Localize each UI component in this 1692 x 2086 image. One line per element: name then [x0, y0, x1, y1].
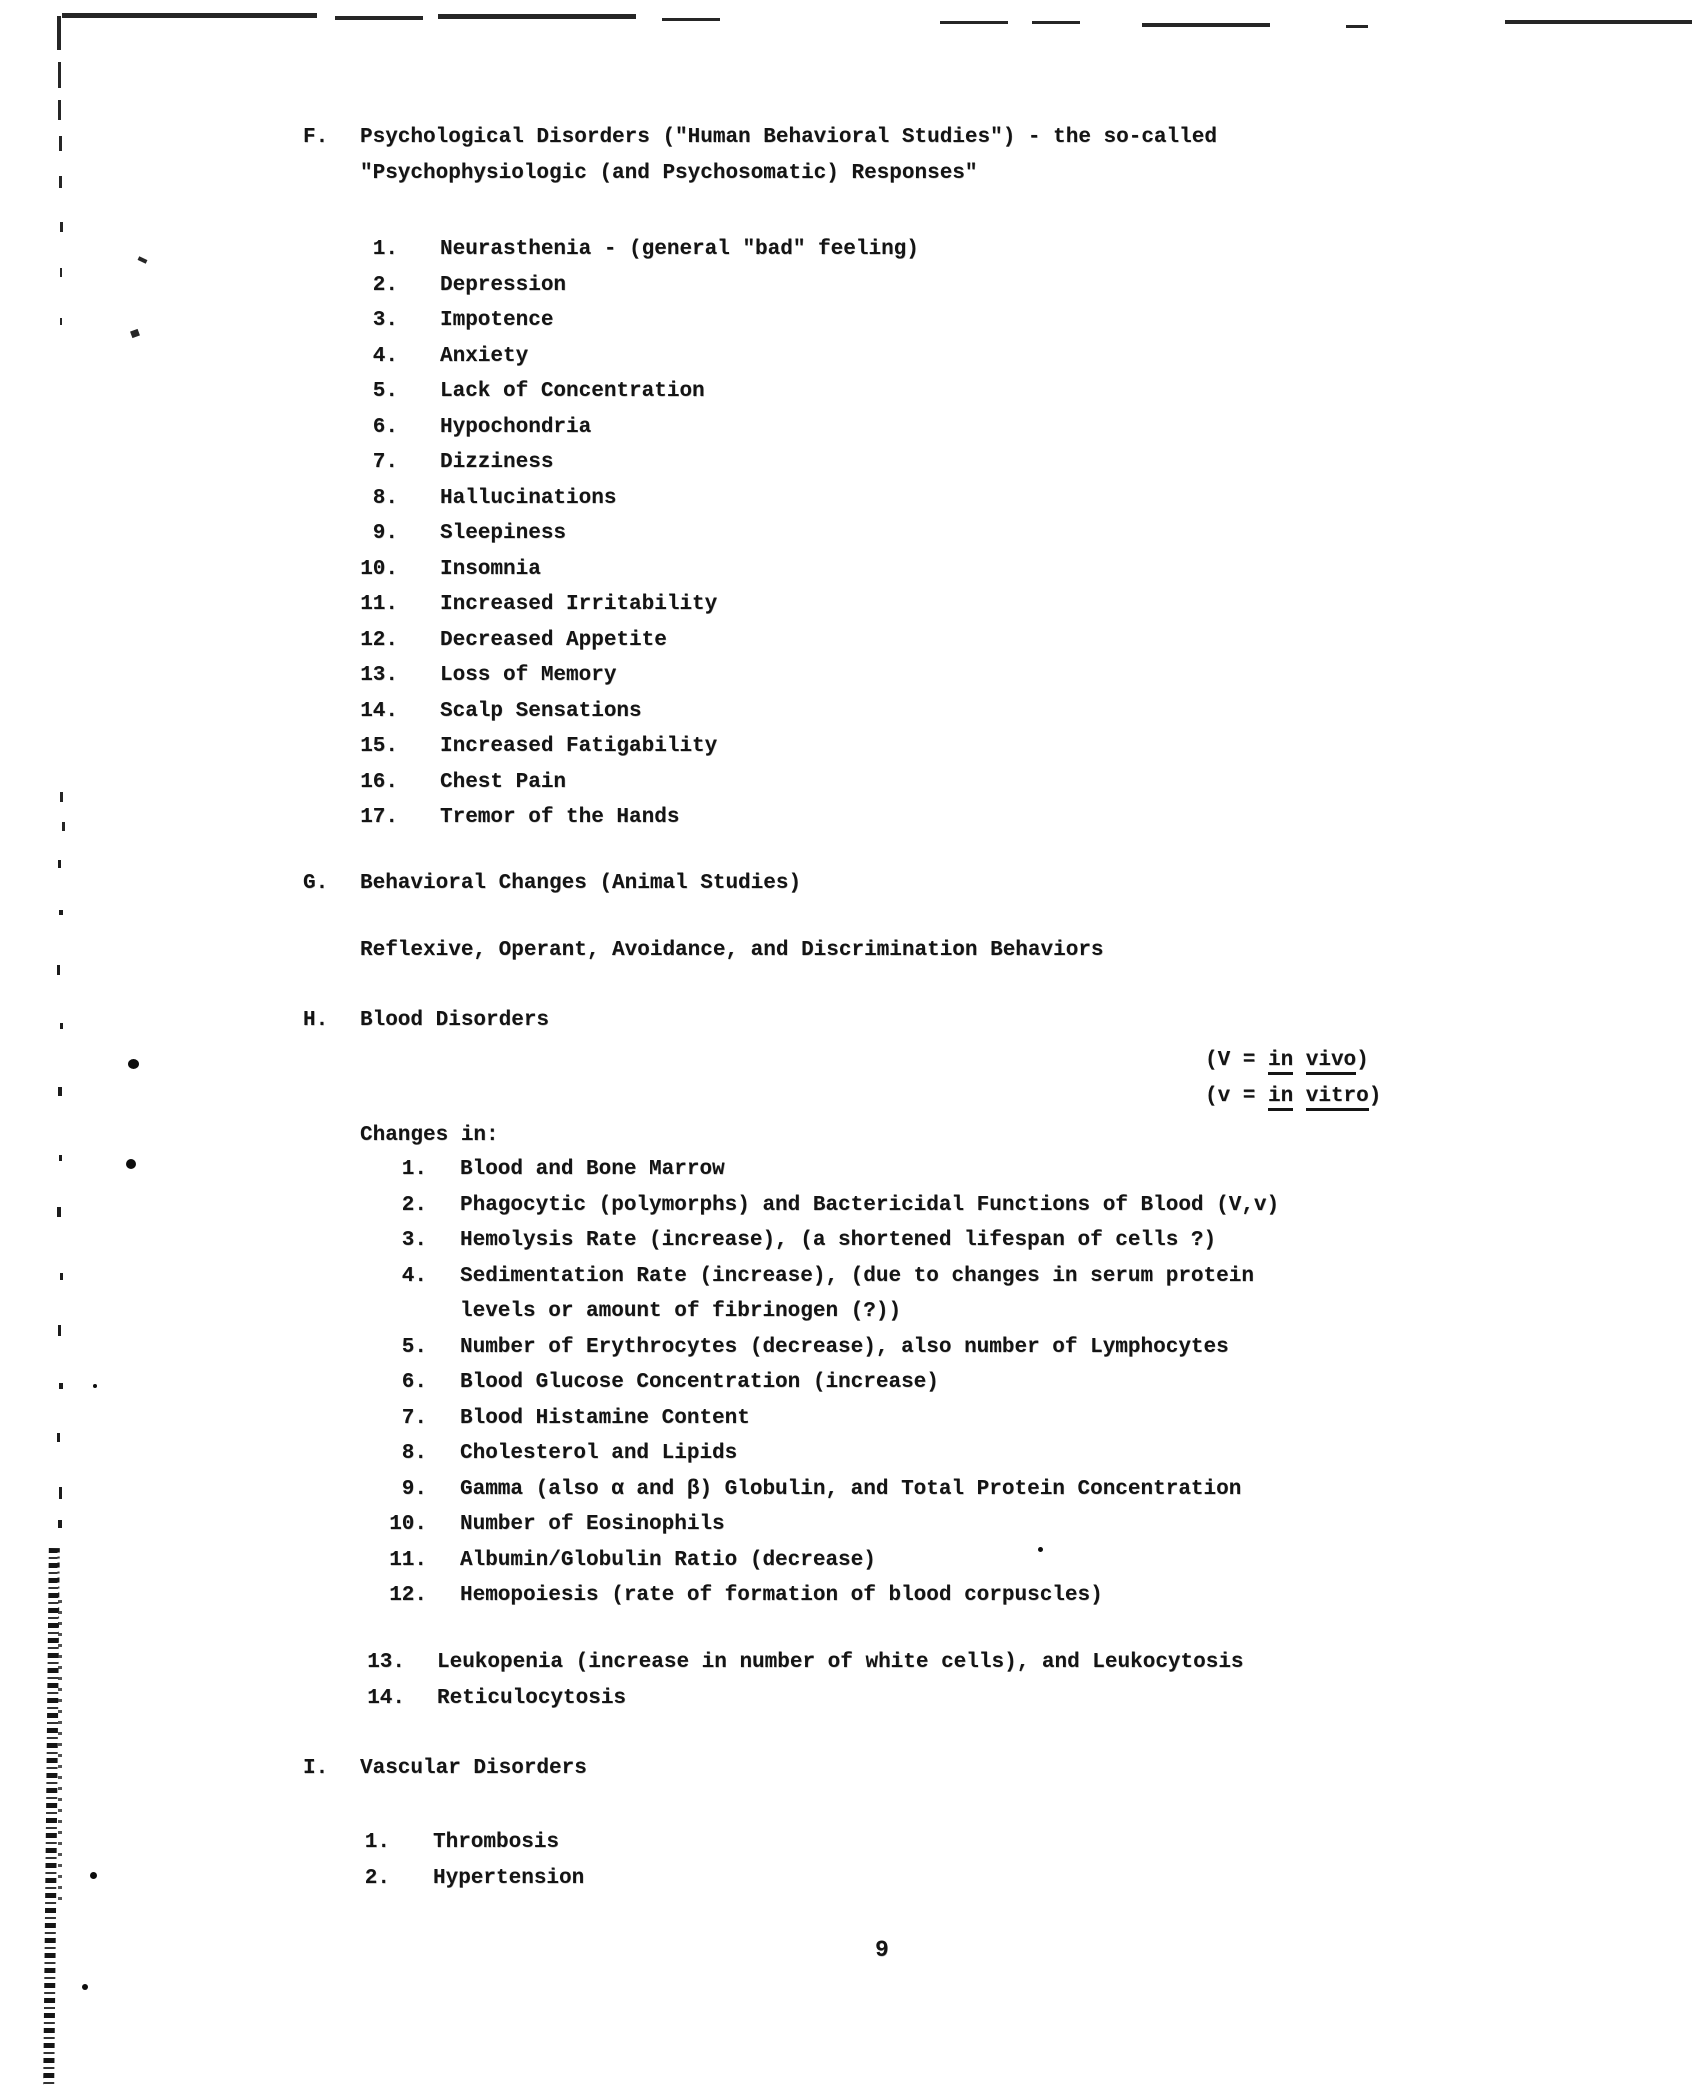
list-item	[352, 445, 919, 481]
legend-word: vitro	[1306, 1085, 1369, 1111]
legend-suffix: )	[1356, 1049, 1369, 1072]
item-text: Tremor of the Hands	[440, 806, 680, 829]
list-item	[378, 1401, 1279, 1437]
item-text: Number of Erythrocytes (decrease), also number of Lymphocytes	[460, 1335, 1229, 1359]
list-item	[378, 1543, 1279, 1579]
item-text: Decreased Appetite	[440, 628, 667, 652]
item-number: 2.	[401, 1193, 427, 1217]
list-item	[378, 1578, 1279, 1614]
list-item	[352, 623, 919, 659]
list-item	[378, 1507, 1279, 1543]
list-item	[352, 232, 919, 268]
item-number: 5.	[401, 1335, 427, 1359]
item-number: 9.	[401, 1477, 427, 1501]
item-number: 3.	[372, 309, 398, 332]
item-text: Increased Fatigability	[440, 735, 718, 758]
item-number: 7.	[372, 451, 398, 474]
list-item	[352, 1825, 584, 1861]
item-text: Hemopoiesis (rate of formation of blood corpuscles)	[460, 1584, 1103, 1607]
section-g-title: Behavioral Changes (Animal Studies)	[360, 872, 802, 895]
page-number: 9	[875, 1937, 889, 1963]
item-number: 17.	[360, 806, 398, 829]
item-number: 12.	[360, 628, 398, 652]
item-number: 12.	[389, 1584, 427, 1607]
list-item	[378, 1223, 1279, 1259]
legend-word: in	[1268, 1085, 1293, 1111]
list-item	[352, 729, 919, 765]
item-number: 14.	[367, 1686, 405, 1710]
list-item	[355, 1645, 1244, 1681]
item-text: Number of Eosinophils	[460, 1513, 725, 1536]
item-text: Insomnia	[440, 557, 541, 581]
list-item	[378, 1330, 1279, 1366]
item-text: Hypertension	[433, 1866, 585, 1890]
item-number: 14.	[360, 699, 398, 723]
item-number: 9.	[372, 522, 398, 545]
list-item	[352, 481, 919, 517]
item-text: Leukopenia (increase in number of white cells), and Leukocytosis	[437, 1651, 1244, 1674]
list-item	[352, 800, 919, 836]
list-item	[355, 1681, 1244, 1717]
item-number: 6.	[401, 1371, 427, 1394]
section-g-heading	[303, 866, 801, 902]
section-i-heading	[303, 1751, 587, 1787]
item-text: Reticulocytosis	[437, 1686, 627, 1710]
item-number: 5.	[372, 380, 398, 403]
item-text: Thrombosis	[433, 1831, 560, 1854]
item-text: Sedimentation Rate (increase), (due to changes in serum protein levels or amount of fibrinogen (?))	[460, 1264, 1254, 1323]
section-f-heading	[303, 120, 1217, 191]
legend-word: in	[1268, 1049, 1293, 1075]
section-g-label: G.	[303, 872, 329, 895]
item-number: 15.	[360, 735, 398, 758]
item-text: Blood Glucose Concentration (increase)	[460, 1371, 939, 1394]
list-item	[378, 1152, 1279, 1188]
item-number: 13.	[367, 1651, 405, 1674]
section-h-label: H.	[303, 1009, 329, 1032]
item-number: 8.	[401, 1442, 427, 1465]
legend-suffix: )	[1368, 1084, 1382, 1108]
item-text: Chest Pain	[440, 770, 567, 794]
section-h-heading	[303, 1003, 549, 1039]
item-number: 16.	[360, 770, 398, 794]
item-text: Hallucinations	[440, 486, 617, 510]
legend-prefix: (v =	[1205, 1084, 1269, 1108]
section-f-label: F.	[303, 126, 329, 149]
item-text: Hemolysis Rate (increase), (a shortened lifespan of cells ?)	[460, 1229, 1217, 1252]
legend-line-vitro	[1205, 1079, 1381, 1115]
changes-in-label: Changes in:	[360, 1124, 499, 1147]
item-text: Dizziness	[440, 451, 554, 474]
list-item	[378, 1259, 1279, 1330]
list-item	[352, 765, 919, 801]
section-f-title-line2: "Psychophysiologic (and Psychosomatic) Responses"	[360, 161, 978, 185]
item-number: 1.	[364, 1831, 390, 1854]
item-text: Blood and Bone Marrow	[460, 1158, 725, 1181]
item-text: Lack of Concentration	[440, 380, 705, 403]
list-item	[352, 694, 919, 730]
list-item	[378, 1436, 1279, 1472]
item-number: 11.	[389, 1548, 427, 1572]
item-text: Sleepiness	[440, 522, 567, 545]
item-text: Increased Irritability	[440, 593, 718, 616]
item-text: Hypochondria	[440, 415, 592, 439]
item-number: 6.	[372, 415, 398, 439]
list-item	[378, 1365, 1279, 1401]
item-number: 2.	[364, 1866, 390, 1890]
blood-disorders-list-continued	[355, 1645, 1244, 1716]
item-text: Gamma (also α and β) Globulin, and Total Protein Concentration	[460, 1477, 1242, 1501]
item-number: 11.	[360, 593, 398, 616]
item-text: Anxiety	[440, 344, 529, 368]
list-item	[352, 516, 919, 552]
list-item	[352, 587, 919, 623]
item-text: Neurasthenia - (general "bad" feeling)	[440, 238, 919, 261]
item-text: Cholesterol and Lipids	[460, 1442, 738, 1465]
item-number: 4.	[401, 1264, 427, 1288]
legend-prefix: (V =	[1205, 1049, 1269, 1072]
blood-disorders-list	[378, 1152, 1279, 1614]
scan-noise-strip-2	[58, 1600, 62, 1900]
list-item	[378, 1472, 1279, 1508]
item-number: 10.	[360, 557, 398, 581]
scan-noise-left-column	[54, 855, 68, 1550]
item-number: 13.	[360, 664, 398, 687]
item-number: 7.	[401, 1406, 427, 1430]
item-text: Blood Histamine Content	[460, 1406, 750, 1430]
item-number: 10.	[389, 1513, 427, 1536]
section-i-title: Vascular Disorders	[360, 1757, 587, 1780]
item-text: Impotence	[440, 309, 554, 332]
section-f-title-line1: Psychological Disorders ("Human Behavioral Studies") - the so-called	[360, 126, 1217, 149]
list-item	[352, 1861, 584, 1897]
item-text: Albumin/Globulin Ratio (decrease)	[460, 1548, 876, 1572]
list-item	[352, 303, 919, 339]
list-item	[378, 1188, 1279, 1224]
item-number: 3.	[401, 1229, 427, 1252]
item-text: Loss of Memory	[440, 664, 617, 687]
item-number: 4.	[372, 344, 398, 368]
item-text: Depression	[440, 273, 567, 297]
list-item	[352, 374, 919, 410]
item-number: 2.	[372, 273, 398, 297]
vivo-vitro-legend	[1205, 1043, 1381, 1114]
section-g-subtitle: Reflexive, Operant, Avoidance, and Discrimination Behaviors	[360, 939, 1104, 962]
section-i-label: I.	[303, 1757, 329, 1780]
list-item	[352, 552, 919, 588]
item-number: 8.	[372, 486, 398, 510]
item-text: Phagocytic (polymorphs) and Bactericidal Functions of Blood (V,v)	[460, 1193, 1280, 1217]
legend-line-vivo	[1205, 1043, 1381, 1079]
item-text: Scalp Sensations	[440, 699, 642, 723]
section-h-title: Blood Disorders	[360, 1009, 550, 1032]
item-number: 1.	[372, 238, 398, 261]
list-item	[352, 410, 919, 446]
item-number: 1.	[401, 1158, 427, 1181]
vascular-disorders-list	[352, 1825, 584, 1896]
list-item	[352, 658, 919, 694]
list-item	[352, 339, 919, 375]
legend-word: vivo	[1306, 1049, 1356, 1075]
list-item	[352, 268, 919, 304]
psych-disorders-list	[352, 232, 919, 836]
